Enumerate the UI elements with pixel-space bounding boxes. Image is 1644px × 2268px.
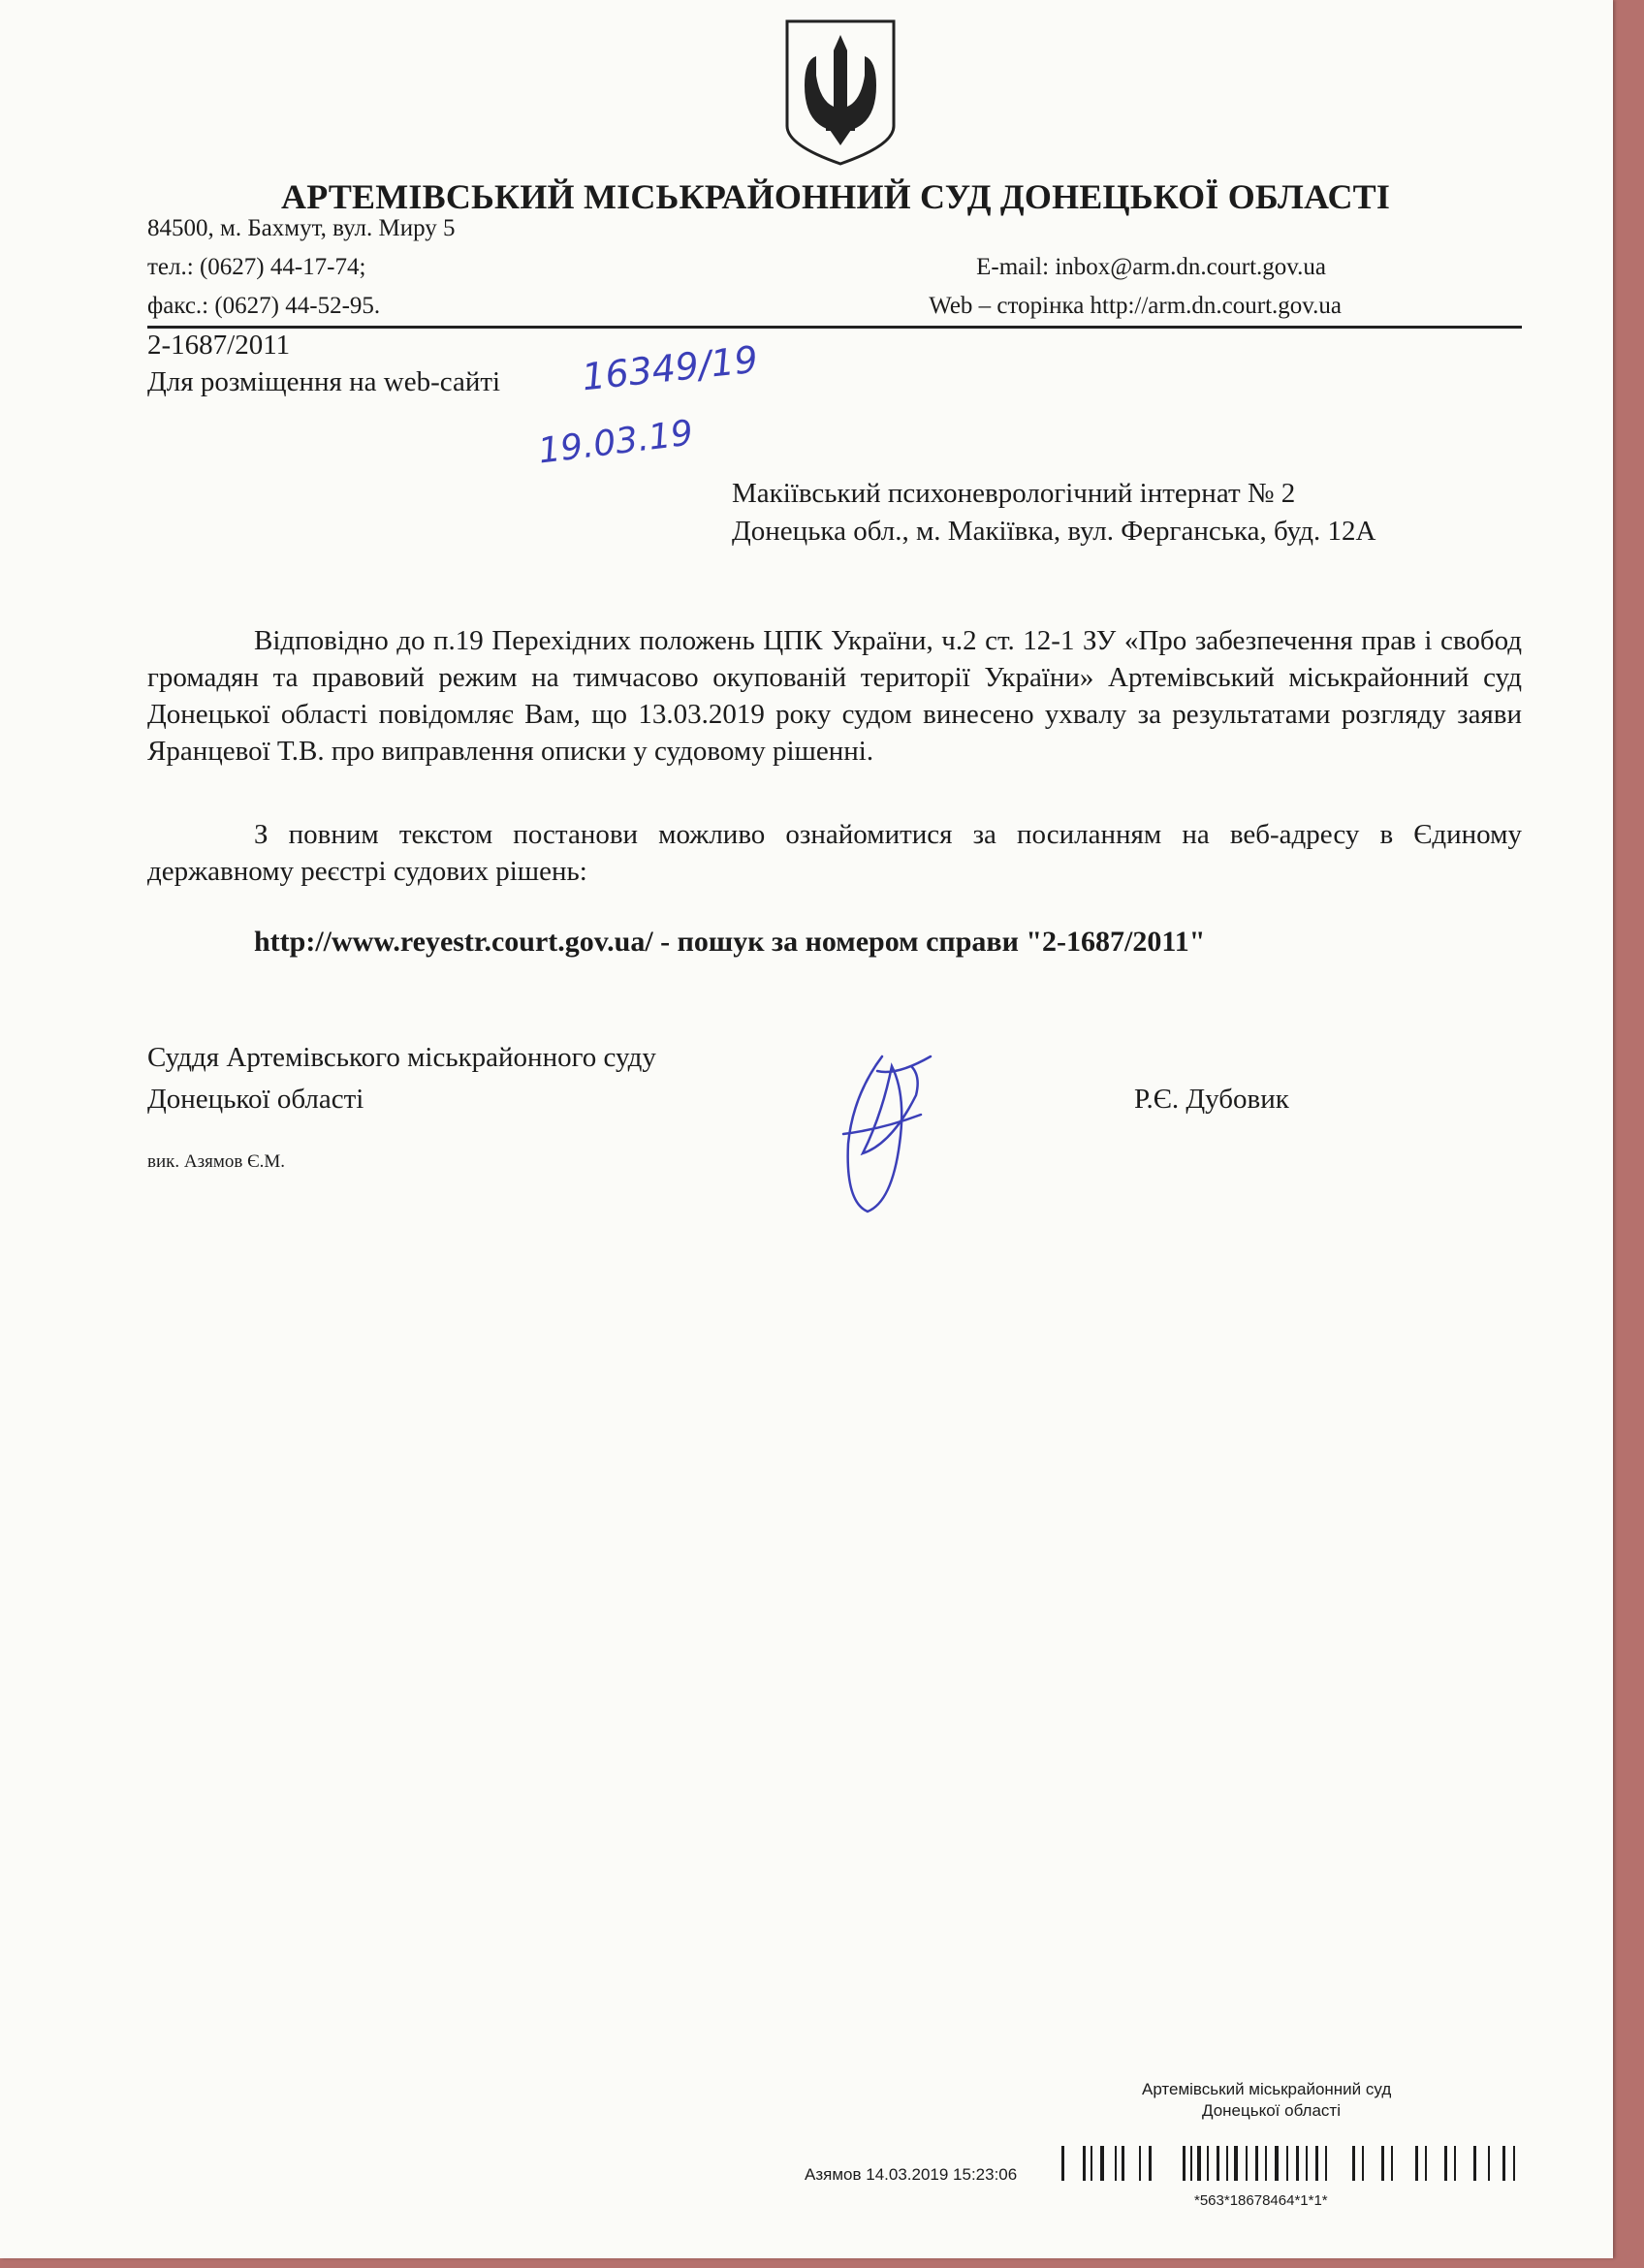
case-number: 2-1687/2011: [147, 330, 291, 361]
body-paragraph-2: З повним текстом постанови можливо ознайомитися за посиланням на веб-адресу в Єдиному державному реєстрі судових рішень:: [147, 819, 1522, 887]
body-paragraph-1: Відповідно до п.19 Перехідних положень ЦПК України, ч.2 ст. 12-1 ЗУ «Про забезпечення прав і свобод громадян та правовий режим на тимчасово окупованій території України» Артемівський міськрайонний суд Донецької області повідомляє Вам, що 13.03.2019 року судом винесено ухвалу за результатами розгляду заяви Яранцевої Т.В. про виправлення описки у судовому рішенні.: [147, 625, 1522, 767]
coat-of-arms-icon: [783, 17, 898, 168]
executor-note: вик. Азямов Є.М.: [147, 1151, 286, 1172]
judge-name: Р.Є. Дубовик: [1134, 1084, 1289, 1115]
stamp-org-line1: Артемівський міськрайонний суд: [1142, 2080, 1392, 2098]
judge-title-line2: Донецької області: [147, 1084, 364, 1115]
header-divider: [147, 326, 1522, 329]
court-address: 84500, м. Бахмут, вул. Миру 5: [147, 215, 456, 241]
court-fax: факс.: (0627) 44-52-95.: [147, 293, 381, 319]
recipient-address: Донецька обл., м. Макіївка, вул. Ферганська, буд. 12А: [732, 516, 1376, 547]
court-phone: тел.: (0627) 44-17-74;: [147, 254, 366, 280]
court-email: E-mail: inbox@arm.dn.court.gov.ua: [976, 254, 1326, 280]
handwritten-date: 19.03.19: [536, 413, 696, 472]
barcode-text: *563*18678464*1*1*: [1194, 2192, 1328, 2209]
court-name: АРТЕМІВСЬКИЙ МІСЬКРАЙОННИЙ СУД ДОНЕЦЬКОЇ ОБЛАСТІ: [281, 177, 1391, 216]
registry-link: http://www.reyestr.court.gov.ua/ - пошук за номером справи "2-1687/2011": [254, 926, 1206, 958]
signature-image: [824, 1037, 950, 1231]
barcode-image: [1061, 2138, 1517, 2194]
handwritten-registration-number: 16349/19: [580, 337, 760, 399]
recipient-name: Макіївський психоневрологічний інтернат № 2: [732, 478, 1296, 509]
web-note: Для розміщення на web-сайті: [147, 366, 501, 397]
court-website: Web – сторінка http://arm.dn.court.gov.ua: [929, 293, 1342, 319]
stamp-user-datetime: Азямов 14.03.2019 15:23:06: [805, 2165, 1018, 2184]
judge-title-line1: Суддя Артемівського міськрайонного суду: [147, 1042, 656, 1073]
stamp-org-line2: Донецької області: [1202, 2101, 1341, 2120]
